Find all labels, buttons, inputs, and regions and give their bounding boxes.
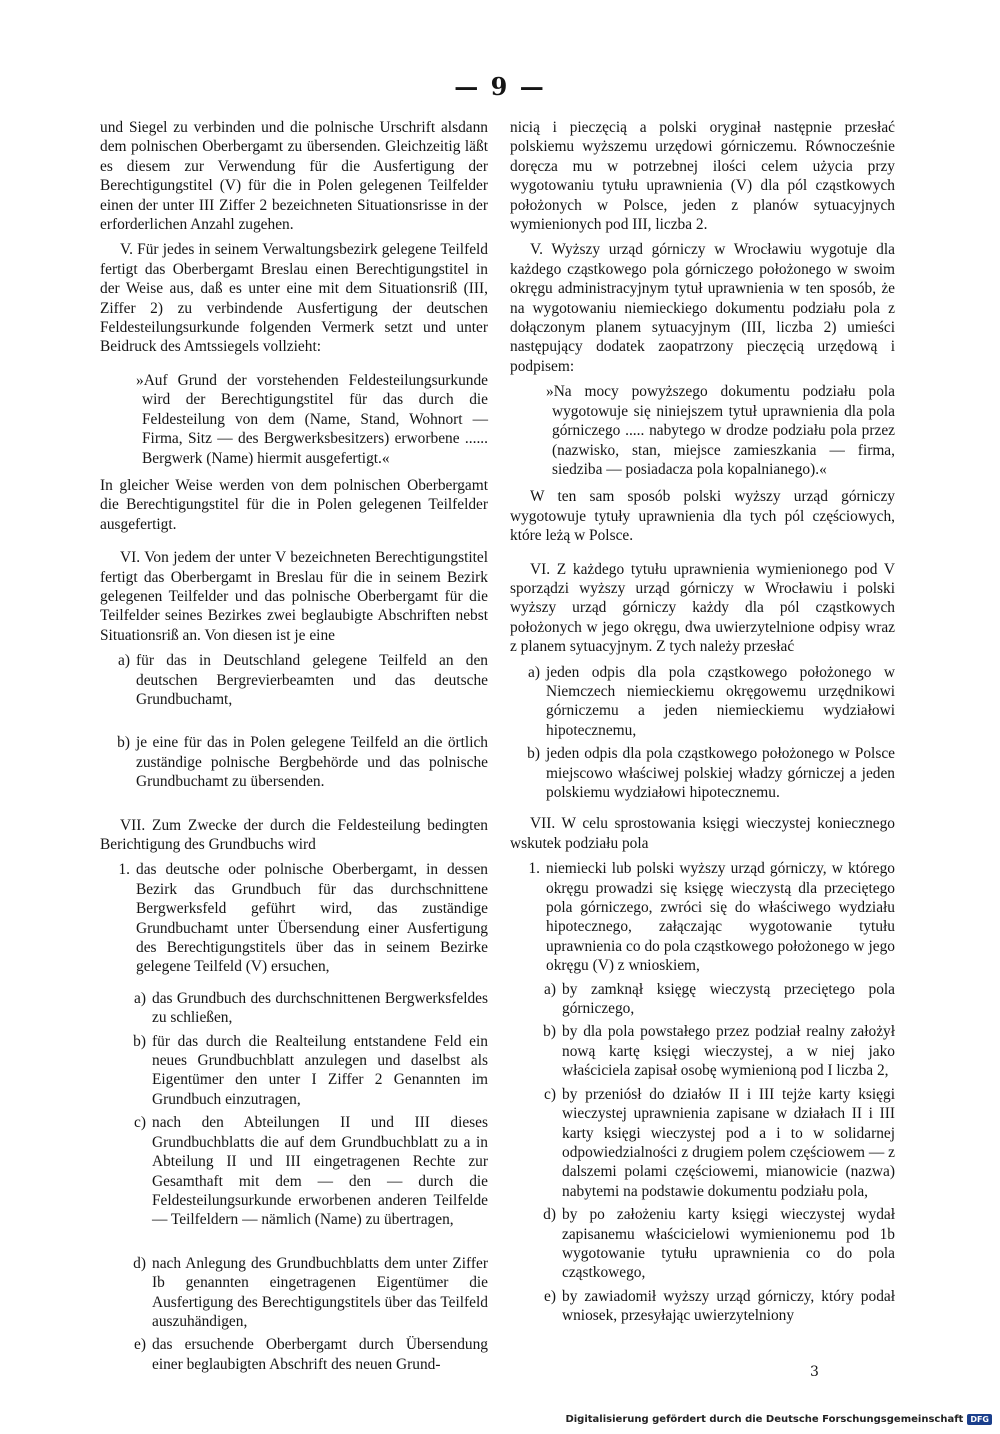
list-item xyxy=(510,663,895,741)
list-marker: c) xyxy=(134,1114,146,1132)
sub-list-item xyxy=(100,1032,488,1110)
list-item xyxy=(100,860,488,976)
list-marker: e) xyxy=(134,1336,146,1354)
list-marker: 1. xyxy=(118,861,130,879)
list-marker: a) xyxy=(544,980,556,998)
list-text: by zamknął księgę wieczystą przeciętego pola górniczego, xyxy=(562,980,895,1018)
list-item xyxy=(510,859,895,975)
german-column xyxy=(100,118,488,1378)
section-vii: VII. W celu sprostowania księgi wieczystej koniecznego wskutek podziału pola xyxy=(510,815,895,852)
list-text: by zawiadomił wyższy urząd górniczy, który podał wniosek, przesyłając uwierzytelniony xyxy=(562,1287,895,1325)
list-marker: a) xyxy=(118,652,130,670)
list-marker: b) xyxy=(133,1032,146,1050)
list-text: für das durch die Realteilung entstandene Feld ein neues Grundbuchblatt anzulegen und daselbst als Eigentümer den unter I Ziffer 2 Genannten im Grundbuch einzutragen, xyxy=(152,1032,488,1108)
list-item xyxy=(100,733,488,791)
sub-list-item xyxy=(510,980,895,1019)
dfg-logo: DFG xyxy=(967,1414,992,1425)
list-text: nach Anlegung des Grundbuchblatts dem unter Ziffer Ib genannten eingetragenen Eigentümer die Ausfertigung des Berechtigungstitels über das Teilfeld auszuhändigen, xyxy=(152,1254,488,1330)
list-text: für das in Deutschland gelegene Teilfeld an den deutschen Bergrevierbeamten und das deutsche Grundbuchamt, xyxy=(136,652,488,708)
list-marker: a) xyxy=(528,663,540,681)
sub-list-item xyxy=(510,1085,895,1201)
sub-list-item xyxy=(100,1335,488,1374)
list-marker: d) xyxy=(543,1206,556,1224)
section-v: V. Wyższy urząd górniczy w Wrocławiu wygotuje dla każdego cząstkowego pola górniczego położonego w swoim okręgu administracyjnym tytuł uprawnienia w ten sposób, że na wygotowaniu niemieckiego dokumentu podziału pola z dołączonym planem sytuacyjnym (III, liczba 2) umieści następujący dodatek zaopatrzony pieczęcią urzędową i podpisem: xyxy=(510,241,895,375)
list-text: niemiecki lub polski wyższy urząd górniczy, w którego okręgu prowadzi się księgę wieczystą dla przeciętego pola górniczego, zwróci się do właściwego wydziału hipotecznego, załączając wygotowanie tytułu uprawnienia co do pola cząstkowego położonego w jego okręgu (V) z wnioskiem, xyxy=(546,860,895,975)
sub-list-item xyxy=(510,1287,895,1326)
sub-list-item xyxy=(510,1205,895,1283)
list-marker: d) xyxy=(133,1254,146,1272)
sub-list-item xyxy=(510,1022,895,1080)
page-number: — 9 — xyxy=(454,72,546,101)
digitization-footer xyxy=(565,1414,992,1425)
list-text: das deutsche oder polnische Oberbergamt, in dessen Bezirk das Grundbuch für das durchschnittene Bergwerksfeld geführt wird, das zuständige Grundbuchamt unter Übersendung einer Ausfertigung des Berechtigungstitels über das in seinem Bezirke gelegene Teilfeld (V) ersuchen, xyxy=(136,861,488,976)
paragraph: In gleicher Weise werden von dem polnischen Oberbergamt die Berechtigungstitel für die in Polen gelegenen Teilfelder ausgefertigt. xyxy=(100,476,488,533)
paragraph: W ten sam sposób polski wyższy urząd górniczy wygotowuje tytuły uprawnienia dla tych pól częściowych, które leżą w Polsce. xyxy=(510,488,895,545)
list-marker: b) xyxy=(117,734,130,752)
list-text: by przeniósł do działów II i III tejże karty księgi wieczystej uprawnienia zapisane w działach II i III karty księgi wieczystej pod a i to w solidarnej odpowiedzialności z drugiem polem częściowem — z dalszemi polami częściowemi, mianowicie (nazwa) nabytemi na podstawie dokumentu podziału pola, xyxy=(562,1085,895,1200)
footer-text: Digitalisierung gefördert durch die Deutsche Forschungsgemeinschaft xyxy=(565,1414,964,1425)
list-item xyxy=(510,744,895,802)
certification-formula: »Na mocy powyższego dokumentu podziału pola wygotowuje się niniejszem tytuł uprawnienia dla pola górniczego ..... nabytego w drodze podziału pola przez (nazwisko, stan, miejsce zamieszkania — firma, siedziba — posiadacza pola kopalnianego).« xyxy=(546,383,895,478)
list-text: by po założeniu karty księgi wieczystej wydał zapisanemu właścicielowi wymienionemu pod 1b wygotowanie tytułu uprawnienia co do pola cząstkowego, xyxy=(562,1206,895,1282)
section-vi: VI. Z każdego tytułu uprawnienia wymienionego pod V sporządzi wyższy urząd górniczy w Wrocławiu i polski wyższy urząd górniczy każdy dla pól cząstkowych położonych w jego okręgu, dwa uwierzytelnione odpisy wraz z planem sytuacyjnym. Z tych należy przesłać xyxy=(510,560,895,656)
sub-list-item xyxy=(100,1254,488,1332)
list-text: nach den Abteilungen II und III dieses Grundbuchblatts die auf dem Grundbuchblatt zu a in Abteilung II und III eingetragenen Rechte zur Gesamthaft mit dem — den — durch die Feldesteilungsurkunde erworbenen anderen Teilfelde — Teilfeldern — nämlich (Name) zu übertragen, xyxy=(152,1114,488,1229)
paragraph: und Siegel zu verbinden und die polnische Urschrift alsdann dem polnischen Oberbergamt zu übersenden. Gleichzeitig läßt es diesem zur Verwendung für die Ausfertigung der Berechtigungstitel (V) für die in Polen gelegenen Teilfelder einen der unter III Ziffer 2 bezeichneten Situationsrisse in der erforderlichen Anzahl zugehen. xyxy=(100,119,488,234)
sub-list-item xyxy=(100,1113,488,1229)
list-marker: e) xyxy=(544,1287,556,1305)
list-marker: b) xyxy=(543,1023,556,1041)
list-text: jeden odpis dla pola cząstkowego położonego w Niemczech niemieckiemu okręgowemu urzędnikowi górniczemu a jeden niemieckiemu wydziałowi hipotecznemu, xyxy=(546,663,895,739)
section-vii: VII. Zum Zwecke der durch die Feldesteilung bedingten Berichtigung des Grundbuchs wird xyxy=(100,816,488,853)
list-marker: 1. xyxy=(528,860,540,878)
signature-mark: 3 xyxy=(810,1364,819,1380)
list-text: jeden odpis dla pola cząstkowego położonego w Polsce miejscowo właściwej polskiej władzy górniczej a jeden polskiemu wydziałowi hipotecznemu. xyxy=(546,745,895,801)
list-text: by dla pola powstałego przez podział realny założył nową kartę księgi wieczystej, a w niej jako właściciela zapisał osobę wymienioną pod I liczba 2, xyxy=(562,1023,895,1080)
section-v: V. Für jedes in seinem Verwaltungsbezirk gelegene Teilfeld fertigt das Oberbergamt Breslau einen Berechtigungstitel in der Weise aus, daß es unter eine mit dem Situationsriß (III, Ziffer 2) zu verbindende Ausfertigung der deutschen Feldesteilungsurkunde folgenden Vermerk setzt und unter Beidruck des Amtssiegels vollzieht: xyxy=(100,241,488,356)
list-marker: c) xyxy=(544,1085,556,1103)
certification-formula: »Auf Grund der vorstehenden Feldesteilungsurkunde wird der Berechtigungstitel für das durch die Feldesteilung von dem (Name, Stand, Wohnort — Firma, Sitz — des Bergwerksbesitzers) erworbene ...... Bergwerk (Name) hiermit ausgefertigt.« xyxy=(136,371,488,467)
list-text: je eine für das in Polen gelegene Teilfeld an die örtlich zuständige polnische Bergbehörde und das polnische Grundbuchamt zu übersenden. xyxy=(136,734,488,791)
list-item xyxy=(100,651,488,709)
list-text: das Grundbuch des durchschnittenen Bergwerksfeldes zu schließen, xyxy=(152,989,488,1027)
list-text: das ersuchende Oberbergamt durch Übersendung einer beglaubigten Abschrift des neuen Grund- xyxy=(152,1336,488,1373)
polish-column xyxy=(510,118,895,1330)
section-vi: VI. Von jedem der unter V bezeichneten Berechtigungstitel fertigt das Oberbergamt in Breslau für die in seinem Bezirk gelegenen Teilfelder und das polnische Oberbergamt für die Teilfelder seines Bezirkes zwei beglaubigte Abschriften nebst Situationsriß an. Von diesen ist je eine xyxy=(100,549,488,644)
list-marker: a) xyxy=(134,989,146,1007)
sub-list-item xyxy=(100,989,488,1028)
paragraph: nicią i pieczęcią a polski oryginał następnie przesłać polskiemu wyższemu urzędowi górniczemu. Równocześnie doręcza mu w potrzebnej ilości celem użycia przy wygotowaniu tytułu uprawnienia (V) dla pól cząstkowych położonych w Polsce, jeden z planów sytuacyjnych wymienionych pod III, liczba 2. xyxy=(510,119,895,234)
list-marker: b) xyxy=(527,745,540,763)
